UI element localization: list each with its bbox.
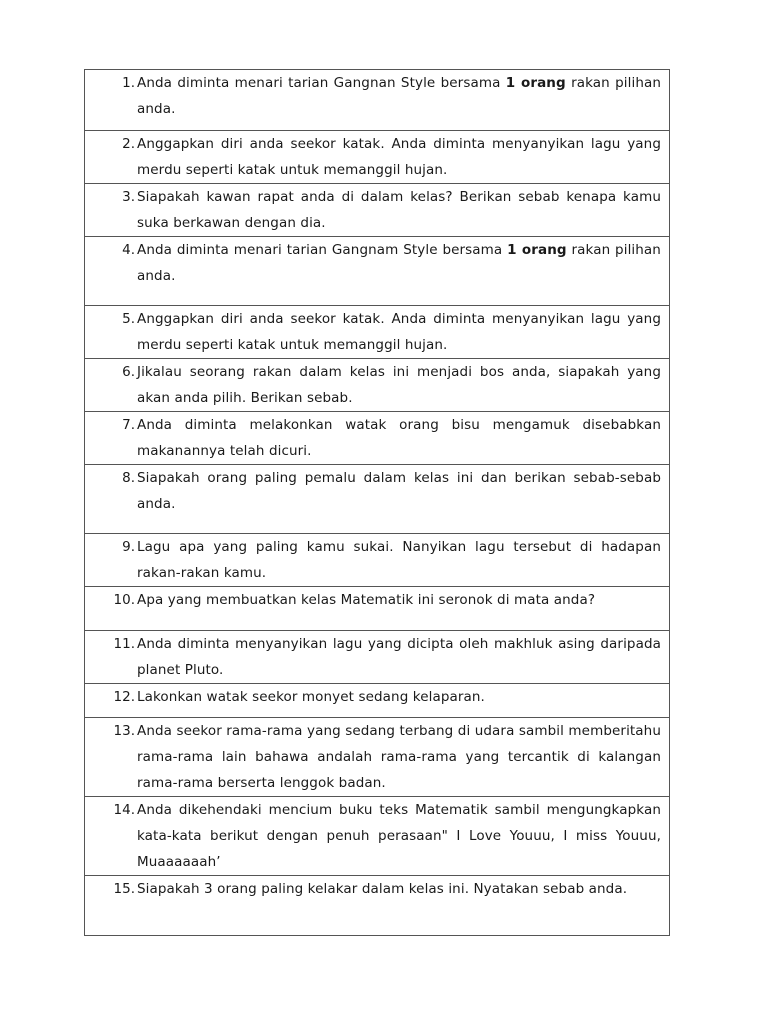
table-row bbox=[85, 797, 670, 876]
question-number: 11. bbox=[113, 636, 135, 652]
table-row bbox=[85, 306, 670, 359]
question-number: 13. bbox=[113, 723, 135, 739]
table-cell bbox=[85, 412, 670, 465]
question-number: 7. bbox=[122, 417, 135, 433]
table-row bbox=[85, 70, 670, 131]
table-cell bbox=[85, 631, 670, 684]
table-row bbox=[85, 718, 670, 797]
question-text: Anda diminta melakonkan watak orang bisu mengamuk disebabkan makanannya telah dicuri. bbox=[137, 417, 661, 459]
table-row bbox=[85, 184, 670, 237]
question-text: Anggapkan diri anda seekor katak. Anda diminta menyanyikan lagu yang merdu seperti katak untuk memanggil hujan. bbox=[137, 311, 661, 353]
question-text: Lakonkan watak seekor monyet sedang kelaparan. bbox=[137, 689, 485, 705]
question-number: 8. bbox=[122, 470, 135, 486]
question-text: Siapakah kawan rapat anda di dalam kelas? Berikan sebab kenapa kamu suka berkawan dengan dia. bbox=[137, 189, 661, 231]
question-number: 12. bbox=[113, 689, 135, 705]
question-number: 14. bbox=[113, 802, 135, 818]
table-cell bbox=[85, 184, 670, 237]
table-cell bbox=[85, 306, 670, 359]
question-text: Siapakah 3 orang paling kelakar dalam kelas ini. Nyatakan sebab anda. bbox=[137, 881, 628, 897]
question-text: Jikalau seorang rakan dalam kelas ini menjadi bos anda, siapakah yang akan anda pilih. Berikan sebab. bbox=[137, 364, 661, 406]
table-row bbox=[85, 631, 670, 684]
table-row bbox=[85, 684, 670, 718]
table-cell bbox=[85, 534, 670, 587]
question-text: Anda diminta menari tarian Gangnam Style bersama 1 orang rakan pilihan anda. bbox=[137, 242, 661, 284]
question-text: Lagu apa yang paling kamu sukai. Nanyikan lagu tersebut di hadapan rakan-rakan kamu. bbox=[137, 539, 661, 581]
question-number: 10. bbox=[113, 592, 135, 608]
table-cell bbox=[85, 876, 670, 936]
question-number: 5. bbox=[122, 311, 135, 327]
question-number: 1. bbox=[122, 75, 135, 91]
table-row bbox=[85, 131, 670, 184]
table-cell bbox=[85, 70, 670, 131]
question-number: 2. bbox=[122, 136, 135, 152]
table-row bbox=[85, 237, 670, 306]
table-row bbox=[85, 412, 670, 465]
table-cell bbox=[85, 465, 670, 534]
table-cell bbox=[85, 359, 670, 412]
question-emphasis: 1 orang bbox=[505, 75, 566, 91]
question-text: Siapakah orang paling pemalu dalam kelas ini dan berikan sebab-sebab anda. bbox=[137, 470, 661, 512]
question-table bbox=[84, 69, 670, 936]
table-row bbox=[85, 534, 670, 587]
question-emphasis: 1 orang bbox=[507, 242, 567, 258]
question-text: Anggapkan diri anda seekor katak. Anda diminta menyanyikan lagu yang merdu seperti katak untuk memanggil hujan. bbox=[137, 136, 661, 178]
table-cell bbox=[85, 237, 670, 306]
table-row bbox=[85, 876, 670, 936]
table-cell bbox=[85, 718, 670, 797]
table-row bbox=[85, 587, 670, 631]
question-number: 6. bbox=[122, 364, 135, 380]
question-number: 4. bbox=[122, 242, 135, 258]
question-text: Apa yang membuatkan kelas Matematik ini seronok di mata anda? bbox=[137, 592, 596, 608]
question-number: 9. bbox=[122, 539, 135, 555]
question-number: 15. bbox=[113, 881, 135, 897]
question-text: Anda dikehendaki mencium buku teks Matematik sambil mengungkapkan kata-kata berikut dengan penuh perasaan" I Love Youuu, I miss Youuu, Muaaaaaah’ bbox=[137, 802, 661, 870]
question-number: 3. bbox=[122, 189, 135, 205]
table-cell bbox=[85, 131, 670, 184]
question-text: Anda diminta menari tarian Gangnan Style bersama 1 orang rakan pilihan anda. bbox=[137, 75, 661, 117]
table-cell bbox=[85, 587, 670, 631]
table-row bbox=[85, 465, 670, 534]
table-row bbox=[85, 359, 670, 412]
table-cell bbox=[85, 797, 670, 876]
question-text: Anda diminta menyanyikan lagu yang dicipta oleh makhluk asing daripada planet Pluto. bbox=[137, 636, 661, 678]
table-cell bbox=[85, 684, 670, 718]
question-text: Anda seekor rama-rama yang sedang terbang di udara sambil memberitahu rama-rama lain bahawa andalah rama-rama yang tercantik di kalangan rama-rama berserta lenggok badan. bbox=[137, 723, 661, 791]
